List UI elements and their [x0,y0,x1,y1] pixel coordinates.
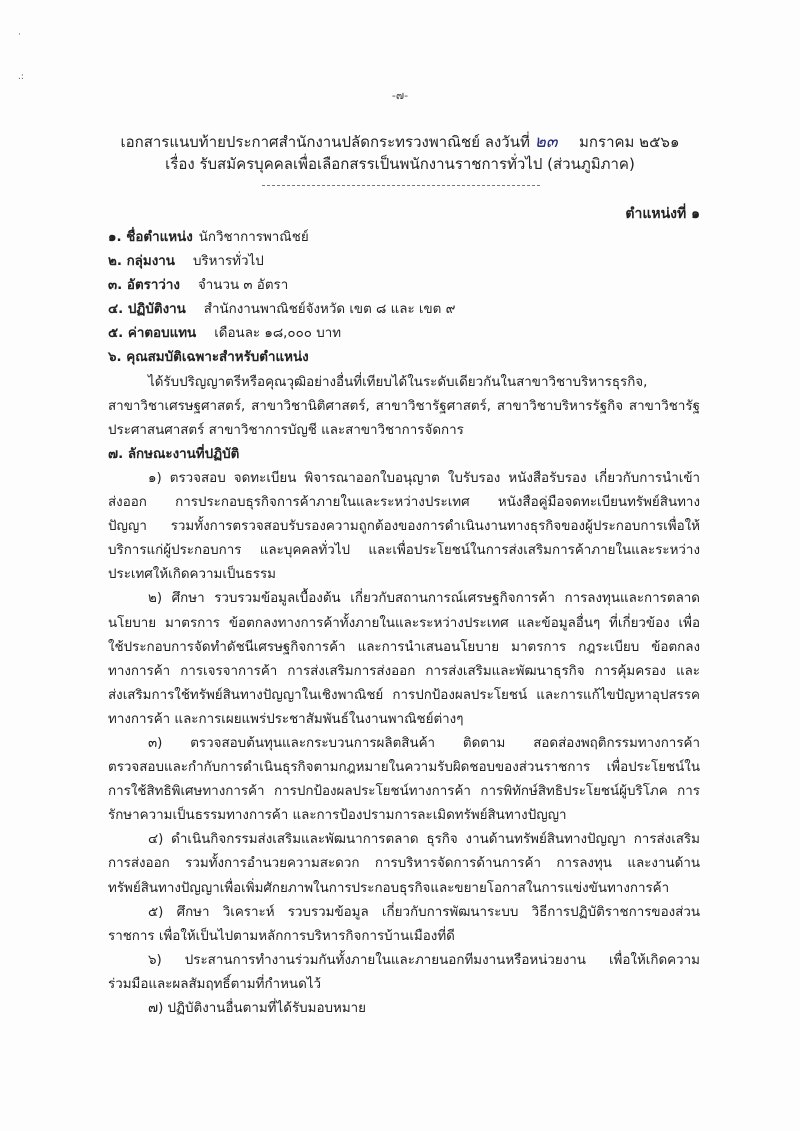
header-suffix: มกราคม ๒๕๖๑ [579,133,680,151]
spec-label: ๒. กลุ่มงาน [108,254,175,270]
document-body [108,226,700,1021]
duty-line: ส่งเสริมการใช้ทรัพย์สินทางปัญญาในเชิงพาณิชย์ การปกป้องผลประโยชน์ และการแก้ไขปัญหาอุปสรรค [108,687,700,703]
duty-line: ๒) ศึกษา รวบรวมข้อมูลเบื้องต้น เกี่ยวกับสถานการณ์เศรษฐกิจการค้า การลงทุนและการตลาด [148,591,700,607]
handwritten-date: ๒๓ [534,132,558,152]
spec-value: นักวิชาการพาณิชย์ [198,230,309,245]
header-prefix: เอกสารแนบท้ายประกาศสำนักงานปลัดกระทรวงพาณิชย์ ลงวันที่ [120,133,530,151]
duty-line: ทางการค้า การเจรจาการค้า การส่งเสริมการส่งออก การส่งเสริมและพัฒนาธุรกิจ การคุ้มครอง และ [108,663,700,679]
duty-line: บริการแก่ผู้ประกอบการ และบุคคลทั่วไป และเพื่อประโยชน์ในการส่งเสริมการค้าภายในและระหว่าง [108,543,700,559]
spec-value: สำนักงานพาณิชย์จังหวัด เขต ๘ และ เขต ๙ [203,302,456,318]
duty-line: ร่วมมือและผลสัมฤทธิ์ตามที่กำหนดไว้ [108,976,322,992]
spec-item [108,250,700,274]
position-label: ตำแหน่งที่ ๑ [625,206,700,222]
duty-line: ทางการค้า และการเผยแพร่ประชาสัมพันธ์ในงานพาณิชย์ต่างๆ [108,711,464,727]
duty-line: ๗) ปฏิบัติงานอื่นตามที่ได้รับมอบหมาย [148,1001,367,1016]
duty-line: ๕) ศึกษา วิเคราะห์ รวบรวมข้อมูล เกี่ยวกับการพัฒนาระบบ วิธีการปฏิบัติราชการของส่วน [148,904,700,920]
duty-line: รักษาความเป็นธรรมทางการค้า และการป้องปรามการละเมิดทรัพย์สินทางปัญญา [108,808,567,824]
duty-line: ส่งออก การประกอบธุรกิจการค้าภายในและระหว่างประเทศ หนังสือคู่มือจดทะเบียนทรัพย์สินทาง [108,495,700,511]
qualifications-heading: ๖. คุณสมบัติเฉพาะสำหรับตำแหน่ง [108,350,309,366]
duty-line: การใช้สิทธิพิเศษทางการค้า การปกป้องผลประโยชน์ทางการค้า การพิทักษ์สิทธิประโยชน์ผู้บริโภค การ [108,784,700,800]
spec-label: ๔. ปฏิบัติงาน [108,302,186,318]
qualification-line: สาขาวิชาเศรษฐศาสตร์, สาขาวิชานิติศาสตร์, สาขาวิชารัฐศาสตร์, สาขาวิชาบริหารรัฐกิจ สาขาวิชารัฐ [108,398,700,414]
divider [262,185,540,186]
scan-speck: .: [18,72,24,82]
page-number: -๗- [391,89,409,102]
scan-speck: · [18,30,21,40]
duty-line: ๑) ตรวจสอบ จดทะเบียน พิจารณาออกใบอนุญาต ใบรับรอง หนังสือรับรอง เกี่ยวกับการนำเข้า [148,470,700,486]
header-subject: เรื่อง รับสมัครบุคคลเพื่อเลือกสรรเป็นพนักงานราชการทั่วไป (ส่วนภูมิภาค) [165,155,635,173]
duty-line: ราชการ เพื่อให้เป็นไปตามหลักการบริหารกิจการบ้านเมืองที่ดี [108,928,455,944]
header-line-1 [0,128,800,155]
duties-heading: ๗. ลักษณะงานที่ปฏิบัติ [108,446,240,462]
duty-line: ใช้ประกอบการจัดทำดัชนีเศรษฐกิจการค้า และการนำเสนอนโยบาย มาตรการ กฎระเบียบ ข้อตกลง [108,639,700,655]
spec-value: บริหารทั่วไป [192,254,264,270]
duty-line: ๖) ประสานการทำงานร่วมกันทั้งภายในและภายนอกทีมงานหรือหน่วยงาน เพื่อให้เกิดความ [148,952,700,968]
duty-line: ปัญญา รวมทั้งการตรวจสอบรับรองความถูกต้องของการดำเนินงานทางธุรกิจของผู้ประกอบการเพื่อให้ [108,519,700,535]
duty-line: การส่งออก รวมทั้งการอำนวยความสะดวก การบริหารจัดการด้านการค้า การลงทุน และงานด้าน [108,856,700,872]
spec-label: ๕. ค่าตอบแทน [108,326,197,342]
spec-item [108,322,700,346]
spec-value: เดือนละ ๑๘,๐๐๐ บาท [214,326,342,342]
spec-item [108,298,700,322]
qualification-line: ประศาสนศาสตร์ สาขาวิชาการบัญชี และสาขาวิชาการจัดการ [108,422,464,438]
duty-line: ทรัพย์สินทางปัญญาเพื่อเพิ่มศักยภาพในการประกอบธุรกิจและขยายโอกาสในการแข่งขันทางการค้า [108,880,670,896]
duty-line: ประเทศให้เกิดความเป็นธรรม [108,567,276,583]
spec-item [108,226,700,250]
section-heading [108,443,700,467]
duty-line: ๔) ดำเนินกิจกรรมส่งเสริมและพัฒนาการตลาด ธุรกิจ งานด้านทรัพย์สินทางปัญญา การส่งเสริม [148,832,700,848]
spec-item [108,274,700,298]
qualification-line: ได้รับปริญญาตรีหรือคุณวุฒิอย่างอื่นที่เทียบได้ในระดับเดียวกันในสาขาวิชาบริหารธุรกิจ, [148,374,648,390]
spec-label: ๑. ชื่อตำแหน่ง [108,230,193,245]
duty-line: นโยบาย มาตรการ ข้อตกลงทางการค้าทั้งภายในและระหว่างประเทศ และข้อมูลอื่นๆ ที่เกี่ยวข้อง เพื่อ [108,615,700,631]
spec-label: ๓. อัตราว่าง [108,278,180,294]
duty-line: ตรวจสอบและกำกับการดำเนินธุรกิจตามกฎหมายในความรับผิดชอบของส่วนราชการ เพื่อประโยชน์ใน [108,760,700,776]
spec-value: จำนวน ๓ อัตรา [197,278,289,294]
duty-line: ๓) ตรวจสอบต้นทุนและกระบวนการผลิตสินค้า ติดตาม สอดส่องพฤติกรรมทางการค้า [148,735,700,751]
section-heading [108,346,700,370]
